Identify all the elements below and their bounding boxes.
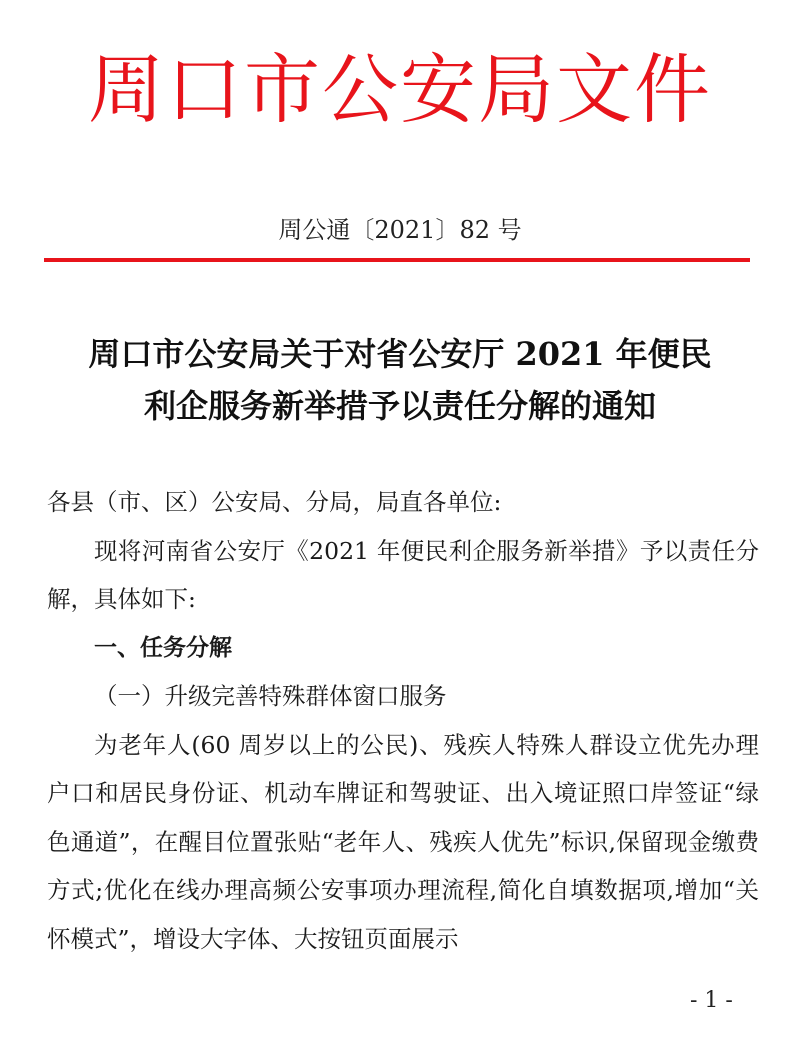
body-paragraph: 为老年人(60 周岁以上的公民)、残疾人特殊人群设立优先办理户口和居民身份证、机动车牌证和驾驶证、出入境证照口岸签证“绿色通道”，在醒目位置张贴“老年人、残疾人优先”标识,保留现金缴费方式;优化在线办理高频公安事项办理流程,简化自填数据项,增加“关怀模式”，增设大字体、大按钮页面展示 — [47, 730, 759, 953]
page-number: - 1 - — [690, 988, 733, 1013]
document-title-line-1: 周口市公安局关于对省公安厅 2021 年便民 — [88, 335, 712, 373]
salutation: 各县（市、区）公安局、分局，局直各单位: — [47, 488, 502, 516]
intro-paragraph: 现将河南省公安厅《2021 年便民利企服务新举措》予以责任分解，具体如下: — [47, 536, 759, 613]
section-heading: 一、任务分解 — [94, 634, 232, 661]
subsection-heading: （一）升级完善特殊群体窗口服务 — [94, 682, 447, 710]
masthead-title: 周口市公安局文件 — [88, 45, 712, 134]
document-title — [0, 328, 800, 432]
document-body — [47, 478, 759, 963]
document-number: 周公通〔2021〕82 号 — [278, 216, 522, 244]
document-title-line-2: 利企服务新举措予以责任分解的通知 — [143, 387, 656, 425]
red-divider-rule — [44, 258, 750, 262]
